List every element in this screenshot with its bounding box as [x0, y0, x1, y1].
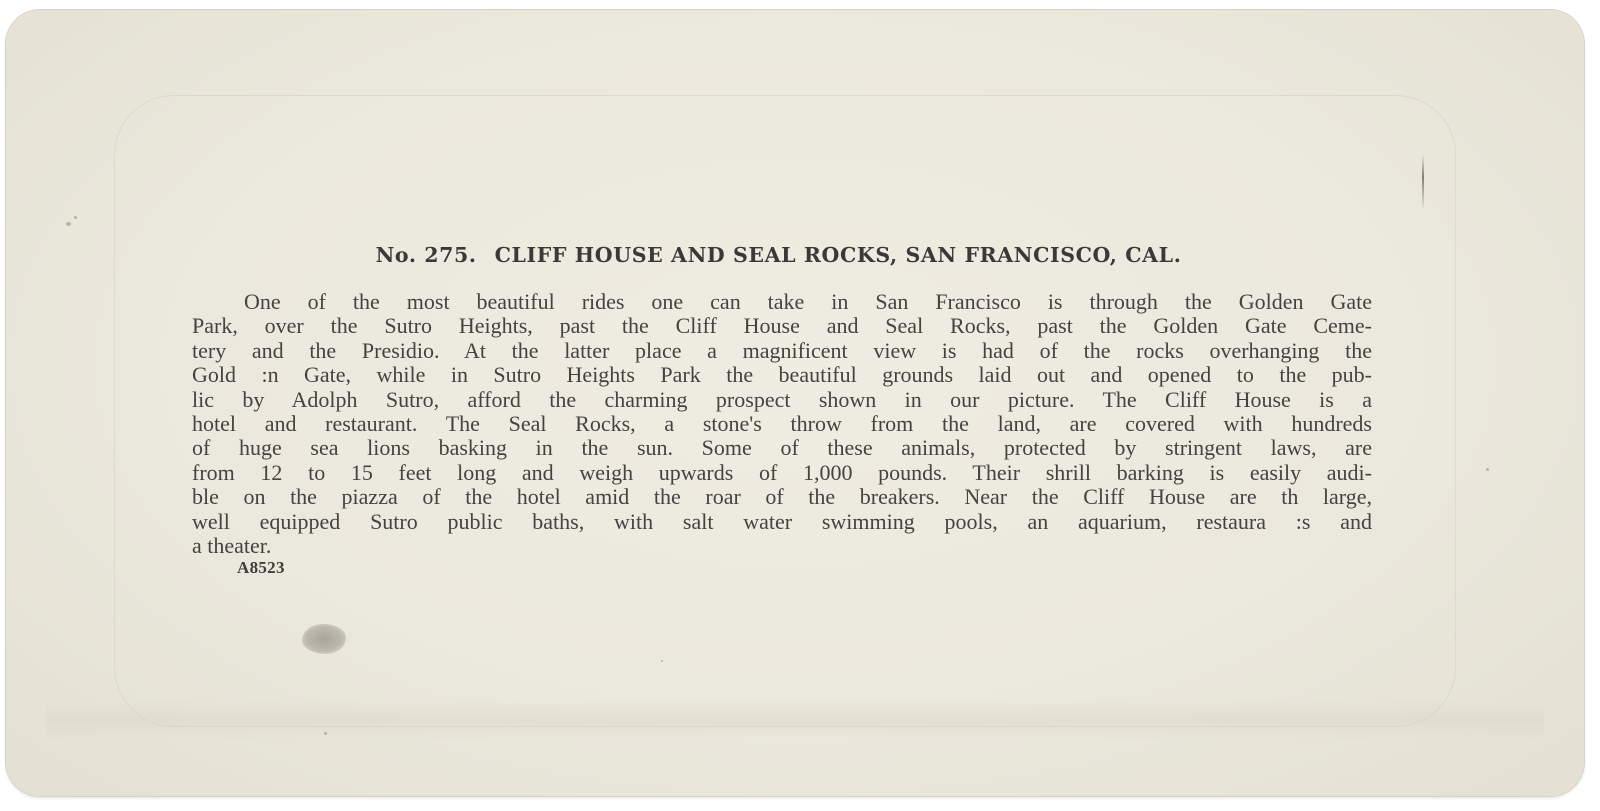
- paragraph-line: of huge sea lions basking in the sun. Some of these animals, protected by stringent laws, are: [192, 435, 1372, 461]
- card-title: [6, 243, 1551, 267]
- stain-mark: [302, 624, 346, 654]
- paragraph-line: One of the most beautiful rides one can take in San Francisco is through the Golden Gate: [244, 289, 1372, 314]
- paragraph-line: ble on the piazza of the hotel amid the roar of the breakers. Near the Cliff House are th large,: [192, 484, 1372, 510]
- title-text: CLIFF HOUSE AND SEAL ROCKS, SAN FRANCISCO, CAL.: [494, 243, 1182, 267]
- speck: [324, 732, 327, 735]
- paragraph-line: hotel and restaurant. The Seal Rocks, a stone's throw from the land, are covered with hundreds: [192, 411, 1372, 437]
- paragraph-line: a theater.: [192, 533, 272, 559]
- paragraph-line: Gold :n Gate, while in Sutro Heights Park the beautiful grounds laid out and opened to the pub-: [192, 362, 1372, 388]
- title-number: No. 275.: [375, 243, 477, 267]
- speck: [1486, 468, 1489, 471]
- speck: [74, 216, 77, 219]
- speck: [66, 222, 71, 226]
- paragraph-line: tery and the Presidio. At the latter place a magnificent view is had of the rocks overhanging the: [192, 337, 1372, 363]
- edge-scratch: [1422, 155, 1424, 210]
- speck: [661, 660, 663, 662]
- stereoview-card-back: [6, 10, 1584, 796]
- paragraph-line: Park, over the Sutro Heights, past the Cliff House and Seal Rocks, past the Golden Gate Ceme-: [192, 313, 1372, 339]
- paragraph-line: well equipped Sutro public baths, with salt water swimming pools, an aquarium, restaura :s and: [192, 508, 1372, 534]
- paragraph-line: lic by Adolph Sutro, afford the charming prospect shown in our picture. The Cliff House is a: [192, 386, 1372, 412]
- catalog-code: A8523: [237, 558, 285, 577]
- paragraph-line: from 12 to 15 feet long and weigh upwards of 1,000 pounds. Their shrill barking is easily audi-: [192, 459, 1372, 485]
- description-paragraph: [192, 290, 1372, 558]
- discoloration-band: [46, 700, 1544, 740]
